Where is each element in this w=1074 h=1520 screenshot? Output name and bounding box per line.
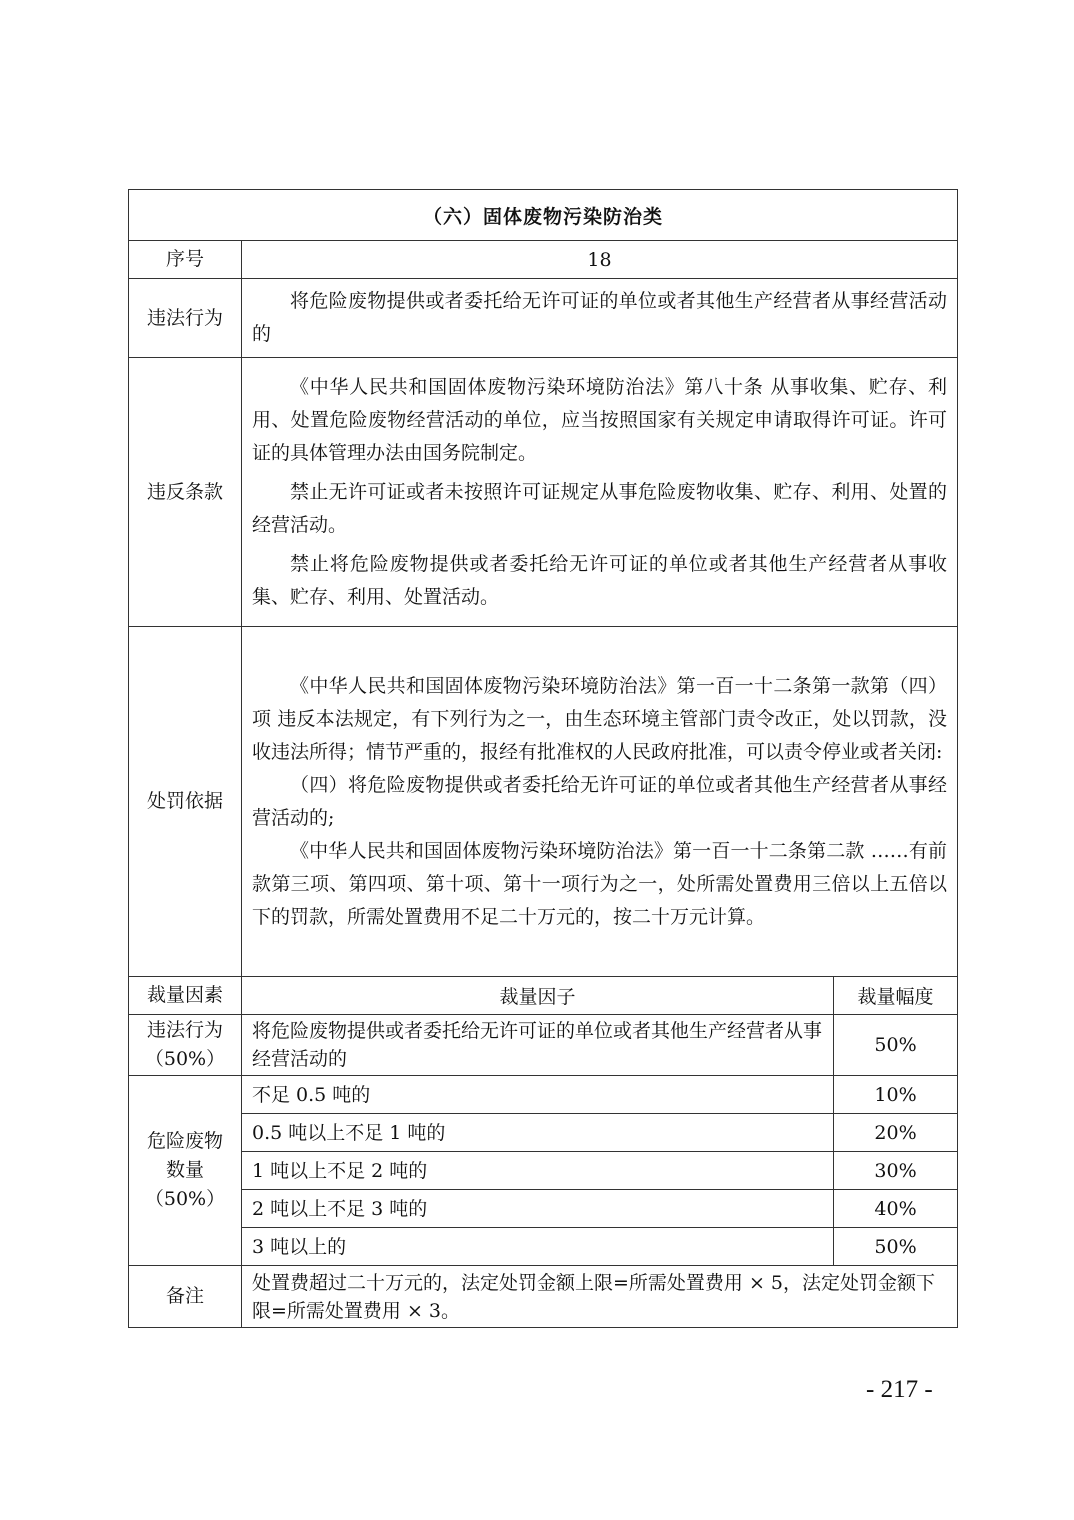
remark-label: 备注 — [129, 1266, 242, 1328]
quantity-factor-text: 2 吨以上不足 3 吨的 — [242, 1190, 834, 1228]
quantity-factor-text: 0.5 吨以上不足 1 吨的 — [242, 1114, 834, 1152]
violated-clause-label: 违反条款 — [129, 358, 242, 627]
clause-paragraph: 禁止将危险废物提供或者委托给无许可证的单位或者其他生产经营者从事收集、贮存、利用、处置活动。 — [252, 552, 948, 608]
basis-paragraph: 《中华人民共和国固体废物污染环境防治法》第一百一十二条第一款第（四）项 违反本法规定，有下列行为之一，由生态环境主管部门责令改正，处以罚款，没收违法所得；情节严重的，报经有批准权的人民政府批准，可以责令停业或者关闭: — [252, 674, 948, 763]
serial-label: 序号 — [129, 241, 242, 279]
violation-paragraph: 将危险废物提供或者委托给无许可证的单位或者其他生产经营者从事经营活动的 — [252, 290, 948, 345]
violation-factor-text: 将危险废物提供或者委托给无许可证的单位或者其他生产经营者从事经营活动的 — [242, 1015, 834, 1076]
remark-text: 处置费超过二十万元的，法定处罚金额上限=所需处置费用 × 5，法定处罚金额下限=所需处置费用 × 3。 — [242, 1266, 958, 1328]
quantity-factor-range: 10% — [834, 1076, 958, 1114]
basis-paragraph: （四）将危险废物提供或者委托给无许可证的单位或者其他生产经营者从事经营活动的; — [252, 773, 948, 829]
quantity-factor-text: 不足 0.5 吨的 — [242, 1076, 834, 1114]
penalty-discretion-table — [128, 189, 958, 1328]
violated-clause-text — [242, 358, 958, 627]
penalty-basis-text — [242, 627, 958, 977]
hazardous-quantity-label: 危险废物数量（50%） — [129, 1076, 242, 1266]
discretion-factor-header: 裁量因素 — [129, 977, 242, 1015]
clause-paragraph: 《中华人民共和国固体废物污染环境防治法》第八十条 从事收集、贮存、利用、处置危险废物经营活动的单位，应当按照国家有关规定申请取得许可证。许可证的具体管理办法由国务院制定。 — [252, 375, 948, 464]
serial-value: 18 — [242, 241, 958, 279]
quantity-factor-text: 1 吨以上不足 2 吨的 — [242, 1152, 834, 1190]
penalty-basis-label: 处罚依据 — [129, 627, 242, 977]
quantity-factor-text: 3 吨以上的 — [242, 1228, 834, 1266]
clause-paragraph: 禁止无许可证或者未按照许可证规定从事危险废物收集、贮存、利用、处置的经营活动。 — [252, 480, 948, 536]
table-title: （六）固体废物污染防治类 — [129, 190, 958, 241]
violation-text — [242, 279, 958, 358]
quantity-factor-range: 20% — [834, 1114, 958, 1152]
discretion-range-header: 裁量幅度 — [834, 977, 958, 1015]
quantity-factor-range: 40% — [834, 1190, 958, 1228]
violation-weight-label: 违法行为（50%） — [129, 1015, 242, 1076]
page-number: - 217 - — [866, 1376, 933, 1403]
violation-label: 违法行为 — [129, 279, 242, 358]
quantity-factor-range: 30% — [834, 1152, 958, 1190]
discretion-item-header: 裁量因子 — [242, 977, 834, 1015]
basis-paragraph: 《中华人民共和国固体废物污染环境防治法》第一百一十二条第二款 ……有前款第三项、第四项、第十项、第十一项行为之一，处所需处置费用三倍以上五倍以下的罚款，所需处置费用不足二十万元的，按二十万元计算。 — [252, 839, 948, 928]
quantity-factor-range: 50% — [834, 1228, 958, 1266]
violation-factor-range: 50% — [834, 1015, 958, 1076]
